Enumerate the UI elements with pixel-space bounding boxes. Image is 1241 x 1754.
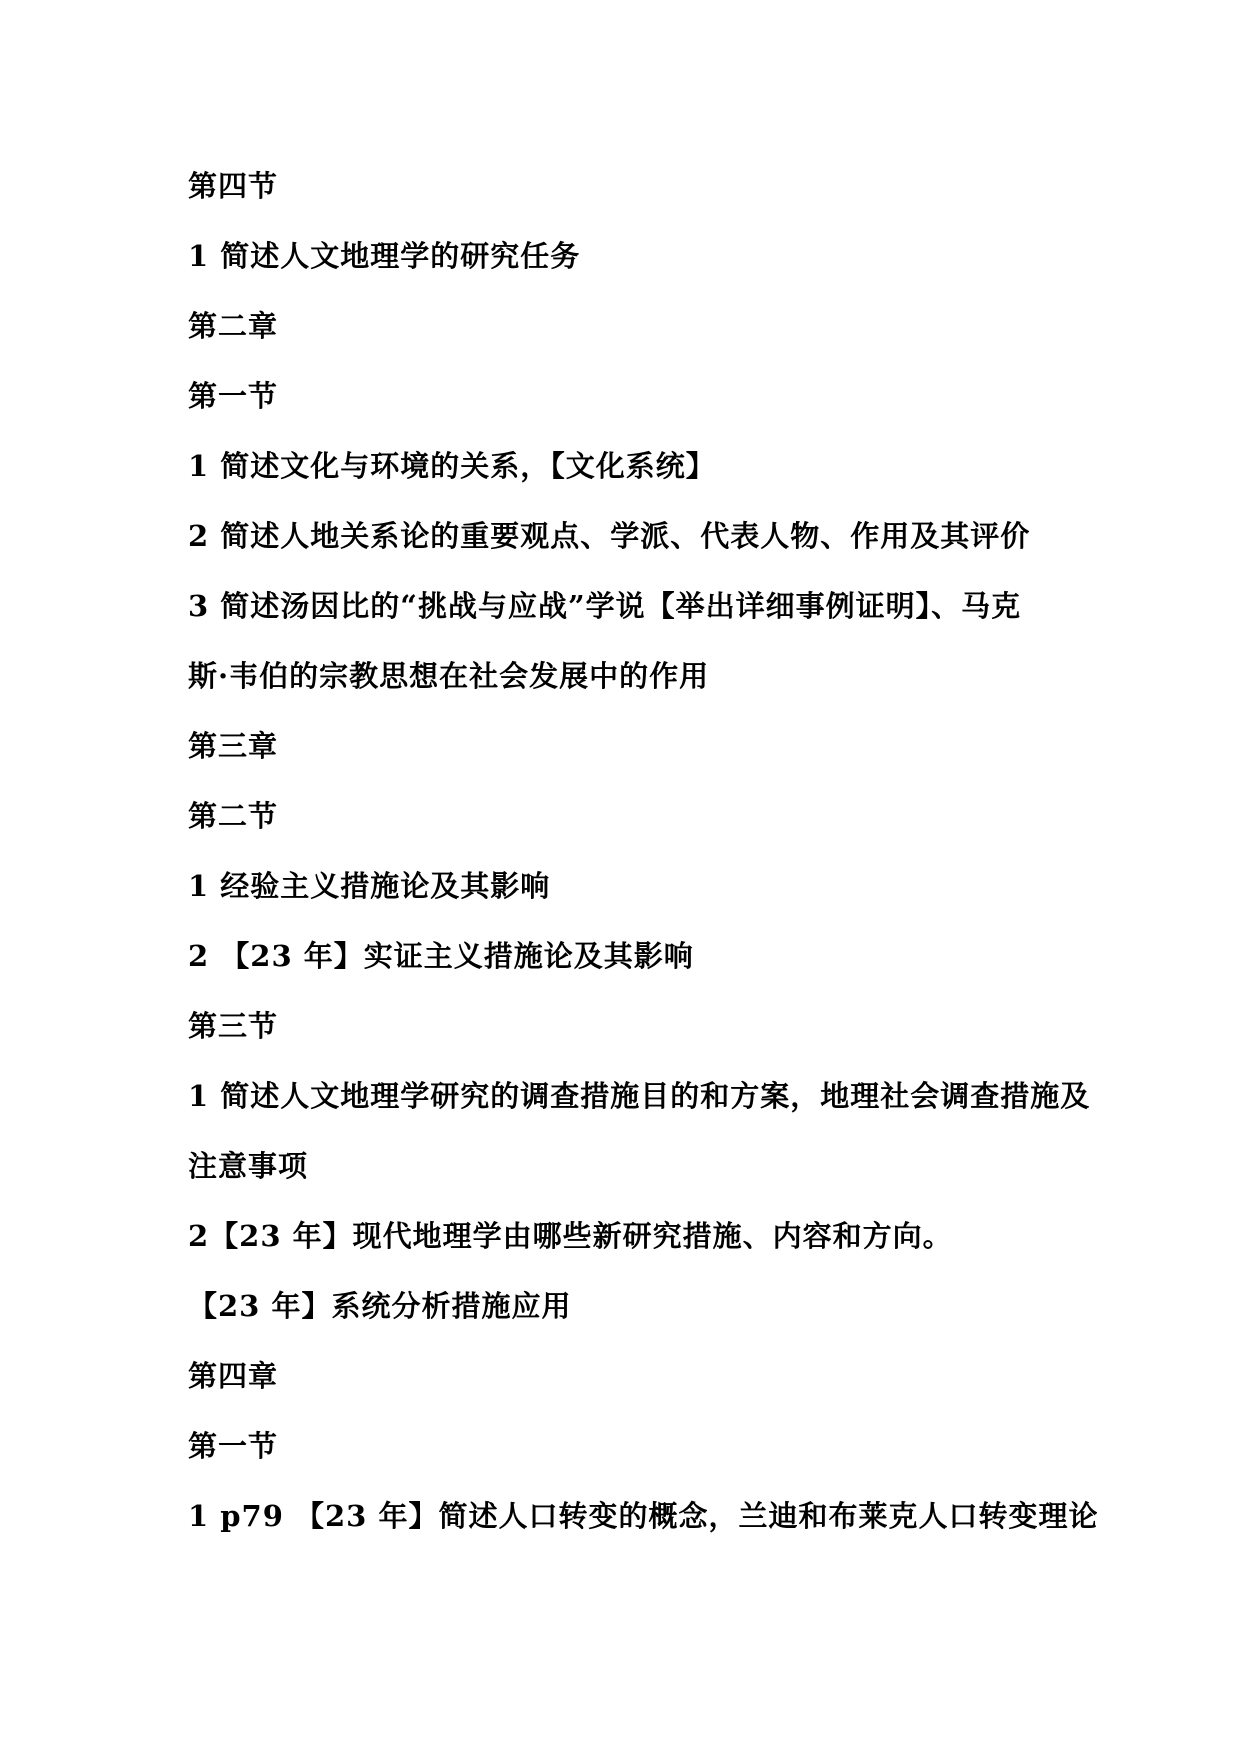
- question-item: 1 经验主义措施论及其影响: [188, 869, 551, 903]
- section-heading: 第四节: [188, 169, 279, 203]
- chapter-heading: 第三章: [188, 729, 279, 763]
- section-heading: 第一节: [188, 379, 279, 413]
- chapter-heading: 第四章: [188, 1359, 279, 1393]
- question-item: 3 简述汤因比的“挑战与应战”学说【举出详细事例证明】、马克: [188, 589, 1022, 623]
- question-item: 1 简述人文地理学的研究任务: [188, 239, 581, 273]
- question-item: 1 p79 【23 年】简述人口转变的概念，兰迪和布莱克人口转变理论: [188, 1499, 1099, 1533]
- question-item-continued: 注意事项: [188, 1149, 309, 1183]
- section-heading: 第三节: [188, 1009, 279, 1043]
- section-heading: 第二节: [188, 799, 279, 833]
- question-item: 2 简述人地关系论的重要观点、学派、代表人物、作用及其评价: [188, 519, 1031, 553]
- question-item: 1 简述人文地理学研究的调查措施目的和方案，地理社会调查措施及: [188, 1079, 1091, 1113]
- question-item: 1 简述文化与环境的关系，【文化系统】: [188, 449, 716, 483]
- question-item: 2【23 年】现代地理学由哪些新研究措施、内容和方向。: [188, 1219, 953, 1253]
- section-heading: 第一节: [188, 1429, 279, 1463]
- question-item-continued: 斯·韦伯的宗教思想在社会发展中的作用: [188, 659, 710, 693]
- chapter-heading: 第二章: [188, 309, 279, 343]
- question-item: 2 【23 年】实证主义措施论及其影响: [188, 939, 694, 973]
- question-item: 【23 年】系统分析措施应用: [188, 1289, 572, 1323]
